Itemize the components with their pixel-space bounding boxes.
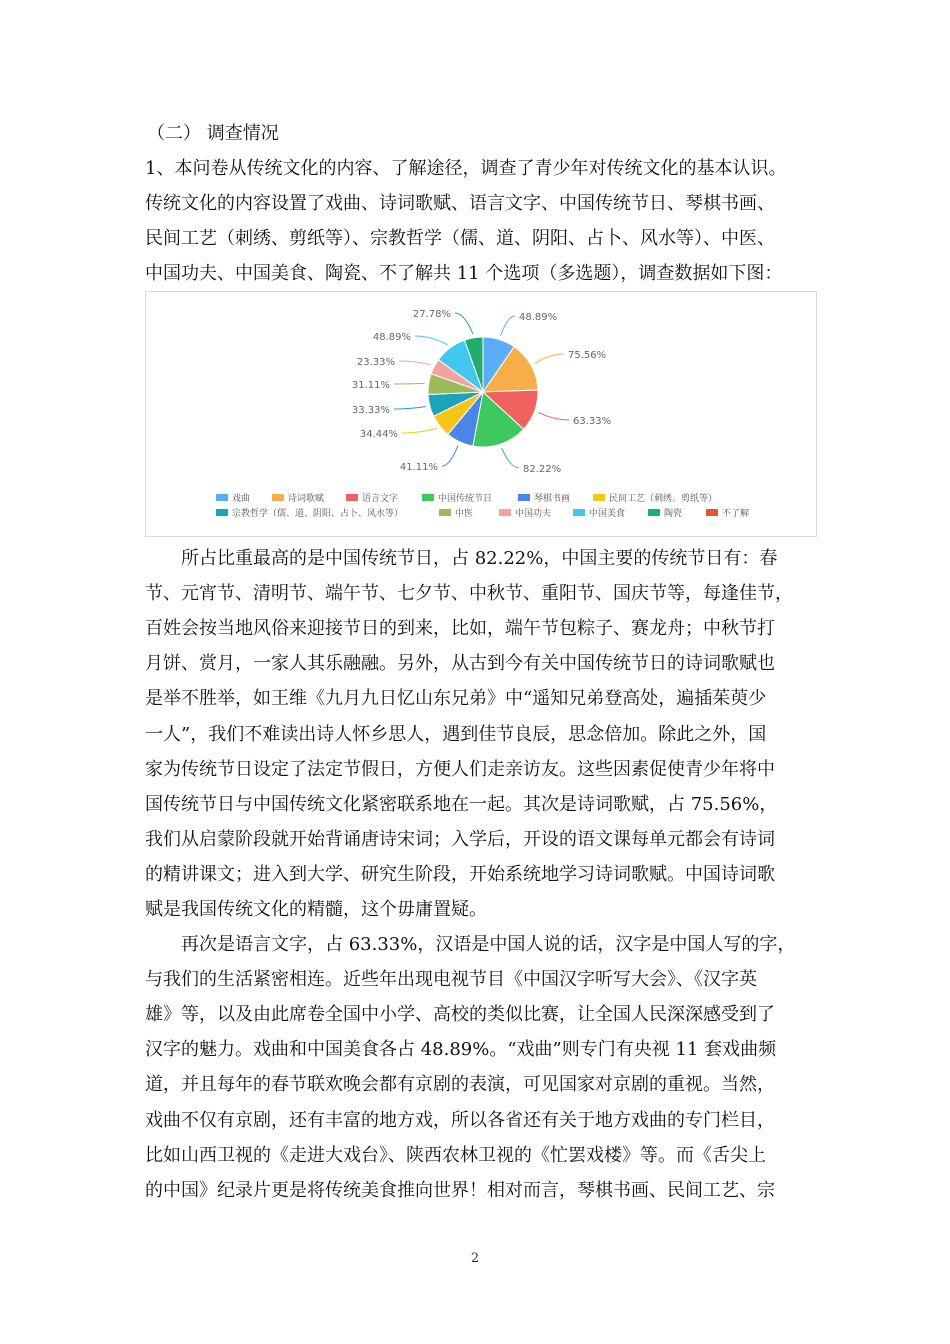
label-leader-line: [399, 361, 431, 365]
label-leader-line: [501, 316, 516, 336]
text-line: 的精讲课文；进入到大学、研究生阶段，开始系统地学习诗词歌赋。中国诗词歌: [145, 863, 775, 885]
legend-label: 中国传统节日: [438, 494, 493, 504]
text-line: 汉字的魅力。戏曲和中国美食各占 48.89%。“戏曲”则专门有央视 11 套戏曲频: [145, 1039, 777, 1061]
label-leader-line: [394, 407, 426, 409]
legend-label: 语言文字: [362, 494, 399, 504]
text-line: 传统文化的内容设置了戏曲、诗词歌赋、语言文字、中国传统节日、琴棋书画、: [145, 193, 775, 214]
text-line: 百姓会按当地风俗来迎接节日的到来，比如，端午节包粽子、赛龙舟；中秋节打: [145, 618, 775, 640]
legend-swatch: [216, 494, 228, 501]
legend-swatch: [648, 509, 660, 516]
label-leader-line: [394, 383, 425, 384]
text-line: 再次是语言文字，占 63.33%，汉语是中国人说的话，汉字是中国人写的字，: [145, 934, 796, 955]
legend-label: 民间工艺（刺绣、剪纸等）: [609, 494, 718, 504]
legend-swatch: [272, 494, 284, 501]
text-line: 的中国》纪录片更是将传统美食推向世界！相对而言，琴棋书画、民间工艺、宗: [145, 1179, 775, 1201]
legend-swatch: [216, 509, 228, 516]
data-label: 82.22%: [523, 464, 562, 475]
label-leader-line: [535, 354, 564, 364]
section-heading: （二） 调查情况: [147, 123, 279, 144]
text-line: 道，并且每年的春节联欢晚会都有京剧的表演，可见国家对京剧的重视。当然，: [145, 1074, 775, 1096]
legend-label: 宗教哲学（儒、道、阴阳、占卜、风水等）: [232, 509, 404, 519]
text-line: 所占比重最高的是中国传统节日，占 82.22%，中国主要的传统节日有：春: [145, 548, 778, 569]
data-label: 34.44%: [359, 429, 398, 440]
text-line: 民间工艺（刺绣、剪纸等）、宗教哲学（儒、道、阴阳、占卜、风水等）、中医、: [145, 228, 775, 249]
legend-label: 陶瓷: [664, 509, 683, 519]
data-label: 23.33%: [356, 357, 395, 368]
text-line: 我们从启蒙阶段就开始背诵唐诗宋词；入学后，开设的语文课每单元都会有诗词: [145, 828, 775, 850]
legend-label: 诗词歌赋: [288, 494, 325, 504]
legend-label: 中国美食: [589, 509, 626, 519]
text-line: 是举不胜举，如王维《九月九日忆山东兄弟》中“遥知兄弟登高处，遍插茱萸少: [145, 688, 767, 710]
legend-swatch: [573, 509, 585, 516]
label-leader-line: [402, 429, 437, 434]
label-leader-line: [442, 445, 458, 466]
text-line: 家为传统节日设定了法定节假日，方便人们走亲访友。这些因素促使青少年将中: [145, 758, 775, 780]
pie-chart-figure: [145, 291, 817, 537]
text-line: 一人”，我们不难读出诗人怀乡思人，遇到佳节良辰，思念倍加。除此之外，国: [145, 723, 767, 745]
label-leader-line: [415, 336, 448, 345]
text-line: 雄》等，以及由此席卷全国中小学、高校的类似比赛，让全国人民深深感受到了: [145, 1004, 775, 1026]
data-label: 33.33%: [351, 405, 390, 416]
legend-label: 不了解: [722, 509, 750, 519]
data-label: 75.56%: [568, 350, 607, 361]
label-leader-line: [538, 412, 569, 420]
label-leader-line: [455, 313, 473, 334]
data-label: 41.11%: [399, 462, 438, 473]
data-label: 48.89%: [519, 312, 558, 323]
data-label: 63.33%: [573, 416, 612, 427]
text-line: 赋是我国传统文化的精髓，这个毋庸置疑。: [145, 899, 487, 920]
legend-label: 戏曲: [232, 494, 251, 504]
text-line: 戏曲不仅有京剧，还有丰富的地方戏，所以各省还有关于地方戏曲的专门栏目，: [145, 1109, 775, 1131]
pie-chart: [146, 292, 818, 538]
legend-swatch: [706, 509, 718, 516]
legend-label: 琴棋书画: [534, 494, 571, 504]
data-label: 27.78%: [412, 309, 451, 320]
label-leader-line: [502, 448, 519, 468]
legend-swatch: [346, 494, 358, 501]
text-line: 中国功夫、中国美食、陶瓷、不了解共 11 个选项（多选题），调查数据如下图：: [145, 263, 783, 284]
legend-swatch: [499, 509, 511, 516]
legend-label: 中医: [455, 509, 474, 519]
data-label: 48.89%: [372, 332, 411, 343]
text-line: 1、本问卷从传统文化的内容、了解途径，调查了青少年对传统文化的基本认识。: [145, 158, 787, 179]
legend-swatch: [518, 494, 530, 501]
text-line: 节、元宵节、清明节、端午节、七夕节、中秋节、重阳节、国庆节等，每逢佳节，: [145, 583, 793, 605]
text-line: 月饼、赏月，一家人其乐融融。另外，从古到今有关中国传统节日的诗词歌赋也: [145, 653, 775, 675]
legend-swatch: [593, 494, 605, 501]
page-number: 2: [470, 1251, 480, 1266]
text-line: 国传统节日与中国传统文化紧密联系地在一起。其次是诗词歌赋，占 75.56%，: [145, 793, 778, 815]
text-line: 与我们的生活紧密相连。近些年出现电视节目《中国汉字听写大会》、《汉字英: [145, 969, 757, 991]
legend-swatch: [422, 494, 434, 501]
data-label: 31.11%: [351, 380, 390, 391]
text-line: 比如山西卫视的《走进大戏台》、陕西农林卫视的《忙罢戏楼》等。而《舌尖上: [145, 1144, 766, 1166]
legend-label: 中国功夫: [515, 509, 552, 519]
legend-swatch: [439, 509, 451, 516]
